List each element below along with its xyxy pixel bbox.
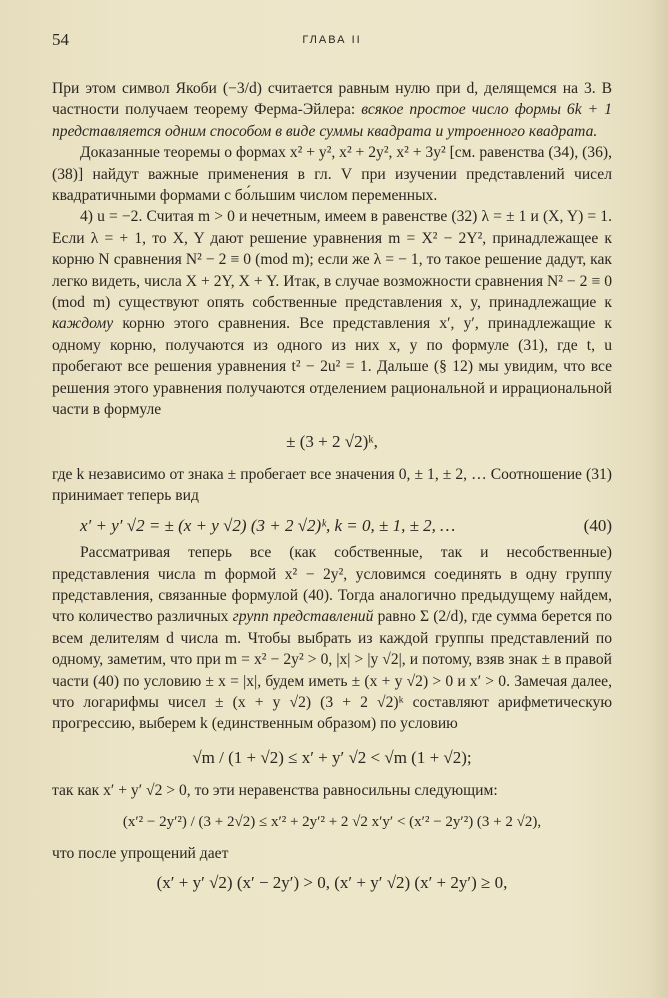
formula-result: (x′ + y′ √2) (x′ − 2y′) > 0, (x′ + y′ √2) (x′ + 2y′) ≥ 0, [156,873,508,893]
emphasis: групп представлений [232,608,374,626]
text-span: 4) u = −2. Считая m > 0 и нечетным, имеем в равенстве (32) λ = ± 1 и (X, Y) = 1. Если λ = + 1, то X, Y дают решение уравнения m = X² − 2Y², принадлежащее к корню N сравнения N² − 2 ≡ 0 (mod m); если же λ = − 1, то такое решение дадут, как легко видеть, числа X + 2Y, X + Y. Итак, в случае возможности сравнения N² − 2 ≡ 0 (mod m) существуют опять собственные представления x, y, принадлежащие к [52,208,612,312]
paragraph-jacobi [52,78,612,142]
text-span: корню этого сравнения. Все представления x′, y′, принадлежащие к одному корню, получаются из одного из них x, y по формуле (31), где t, u пробегают все решения уравнения t² − 2u² = 1. Дальше (§ 12) мы увидим, что все решения этого уравнения получаются отделением рациональной и иррациональной части в формуле [52,315,613,419]
emphasis: каждому [52,315,114,333]
paragraph-equivalent: так как x′ + y′ √2 > 0, то эти неравенства равносильны следующим: [52,782,498,800]
chapter-title: ГЛАВА II [302,34,362,46]
paragraph-proved-theorems: Доказанные теоремы о формах x² + y², x² + 2y², x² + 3y² [см. равенства (34), (36), (38)] найдут важные применения в гл. V при изучении представлений чисел квадратичными формами с бо́льшим числом переменных. [52,144,612,205]
formula-40 [52,515,612,536]
theorem-statement: всякое простое число формы 6k + 1 представляется одним способом в виде суммы квадрата и утроенного квадрата. [52,101,612,140]
text-span: При этом символ Якоби (−3/d) считается равным нулю при d, делящемся на 3. В частности получаем теорему Ферма-Эйлера: [52,80,612,119]
body-text [52,78,612,902]
formula-unit: ± (3 + 2 √2)ᵏ, [286,431,378,451]
text-span: равно Σ (2/d), где сумма берется по всем делителям d числа m. Чтобы выбрать из каждой группы представлений по одному, заметим, что при m = x² − 2y² > 0, |x| > |y √2|, и потому, взяв знак ± в правой части (40) по условию ± x = |x|, будем иметь ± (x + y √2) > 0 и x′ > 0. Замечая далее, что логарифмы чисел ± (x + y √2) (3 + 2 √2)ᵏ составляют арифметическую прогрессию, выберем k (единственным образом) по условию [52,608,612,733]
formula-expanded: (x′² − 2y′²) / (3 + 2√2) ≤ x′² + 2y′² + 2 √2 x′y′ < (x′² − 2y′²) (3 + 2 √2), [122,813,542,830]
page-number: 54 [52,30,69,49]
equation-number: (40) [583,515,612,535]
running-header [52,30,612,50]
paragraph-case-4 [52,206,612,420]
paragraph-groups [52,542,612,735]
paragraph-k-values: где k независимо от знака ± пробегает все значения 0, ± 1, ± 2, … Соотношение (31) принимает теперь вид [52,465,612,505]
equation: x′ + y′ √2 = ± (x + y √2) (3 + 2 √2)ᵏ, k = 0, ± 1, ± 2, … [80,515,456,535]
text-span: Рассматривая теперь все (как собственные, так и несобственные) представления числа m формой x² − 2y², условимся соединять в одну группу представления, связанные формулой (40). Тогда аналогично предыдущему найдем, что количество различных [52,544,612,626]
paragraph-simplified: что после упрощений дает [52,845,229,862]
formula-inequality: √m / (1 + √2) ≤ x′ + y′ √2 < √m (1 + √2); [192,747,472,767]
